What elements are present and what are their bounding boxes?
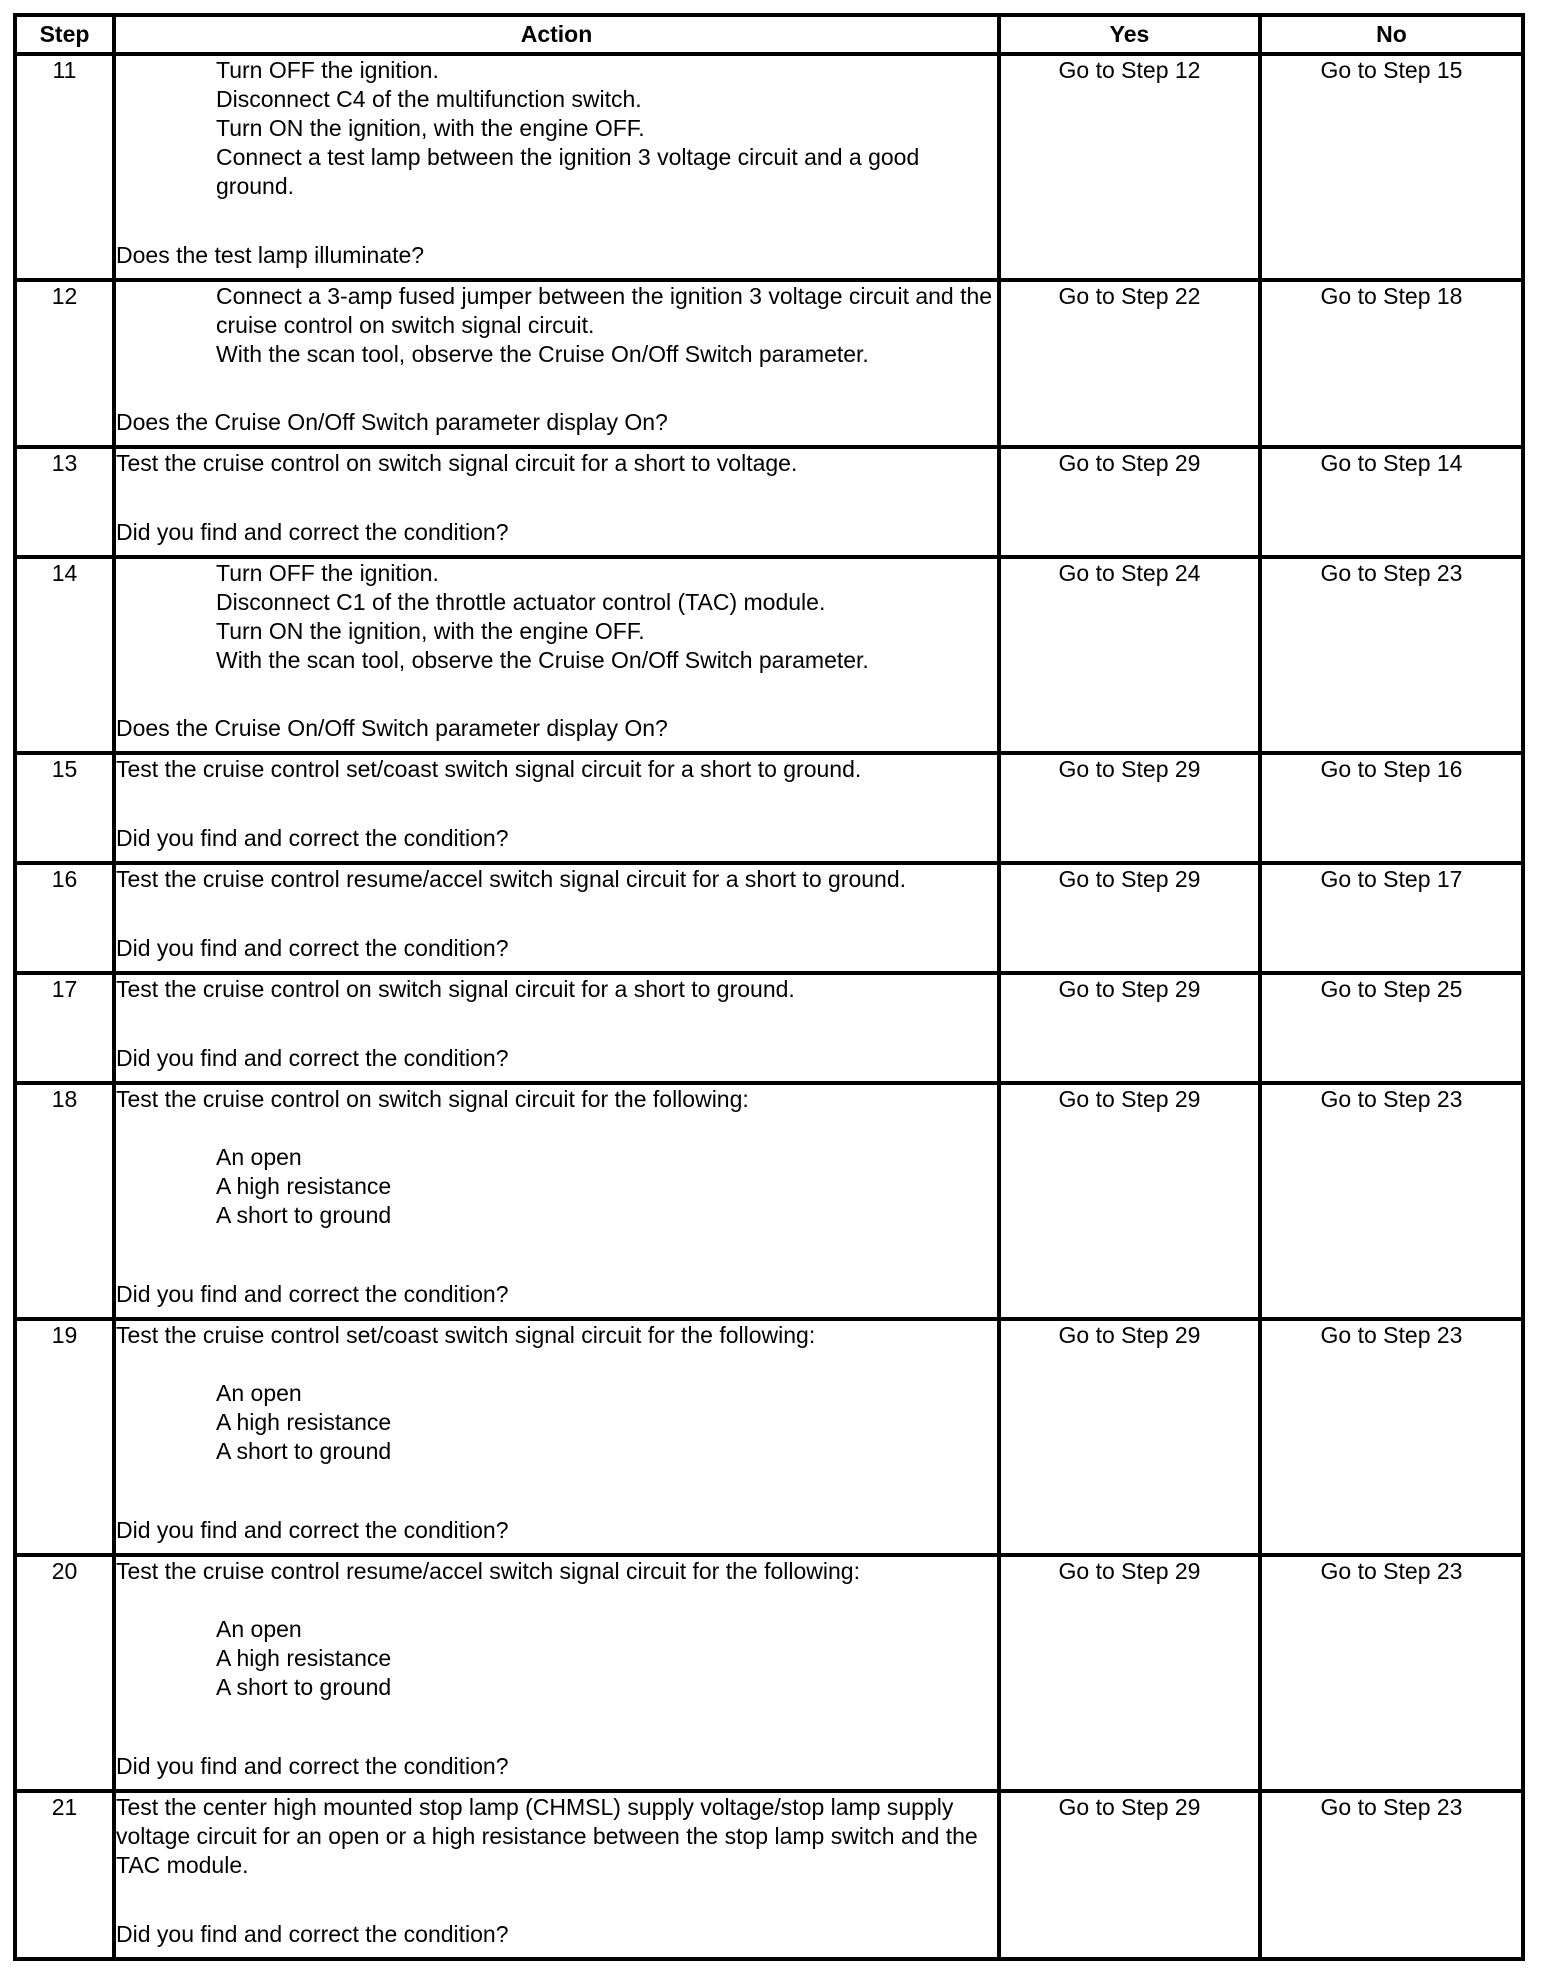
yes-result: Go to Step 22 xyxy=(999,280,1260,447)
action-content xyxy=(116,1793,997,1949)
action-intro: Test the cruise control on switch signal circuit for a short to ground. xyxy=(116,976,795,1002)
yes-result: Go to Step 29 xyxy=(999,1555,1260,1791)
step-number: 20 xyxy=(15,1555,114,1791)
action-question: Did you find and correct the condition? xyxy=(116,1517,509,1543)
no-result: Go to Step 25 xyxy=(1260,973,1523,1083)
action-cell xyxy=(114,557,999,753)
action-instructions xyxy=(116,559,997,675)
yes-result: Go to Step 12 xyxy=(999,54,1260,280)
step-number: 11 xyxy=(15,54,114,280)
action-instructions xyxy=(116,1321,997,1466)
table-row xyxy=(15,1319,1523,1555)
no-result: Go to Step 23 xyxy=(1260,557,1523,753)
action-list-item: An open xyxy=(216,1616,302,1642)
action-list-item: A short to ground xyxy=(216,1674,392,1700)
action-content xyxy=(116,975,997,1073)
action-cell xyxy=(114,1555,999,1791)
table-row xyxy=(15,753,1523,863)
action-intro: Test the center high mounted stop lamp (CHMSL) supply voltage/stop lamp supply voltage circuit for an open or a high resistance between the stop lamp switch and the TAC module. xyxy=(116,1794,978,1878)
action-instructions xyxy=(116,755,997,784)
no-result: Go to Step 14 xyxy=(1260,447,1523,557)
action-content xyxy=(116,282,997,437)
step-number: 16 xyxy=(15,863,114,973)
action-content xyxy=(116,865,997,963)
action-list-item: Connect a 3-amp fused jumper between the ignition 3 voltage circuit and the cruise control on switch signal circuit. xyxy=(216,283,993,338)
action-instructions xyxy=(116,56,997,201)
action-list-item: A high resistance xyxy=(216,1409,392,1435)
step-number: 18 xyxy=(15,1083,114,1319)
header-step: Step xyxy=(15,15,114,54)
step-number: 21 xyxy=(15,1791,114,1959)
table-row xyxy=(15,1555,1523,1791)
action-cell xyxy=(114,863,999,973)
no-result: Go to Step 23 xyxy=(1260,1319,1523,1555)
header-yes: Yes xyxy=(999,15,1260,54)
action-question: Did you find and correct the condition? xyxy=(116,1045,509,1071)
action-cell xyxy=(114,280,999,447)
no-result: Go to Step 16 xyxy=(1260,753,1523,863)
action-question: Does the Cruise On/Off Switch parameter display On? xyxy=(116,715,668,741)
action-intro: Test the cruise control set/coast switch signal circuit for the following: xyxy=(116,1322,816,1348)
table-row xyxy=(15,973,1523,1083)
table-row xyxy=(15,54,1523,280)
action-instructions xyxy=(116,975,997,1004)
step-number: 13 xyxy=(15,447,114,557)
diagnostic-table xyxy=(13,13,1525,1961)
yes-result: Go to Step 29 xyxy=(999,1319,1260,1555)
action-cell xyxy=(114,1791,999,1959)
action-list-item: With the scan tool, observe the Cruise On/Off Switch parameter. xyxy=(216,341,869,367)
action-content xyxy=(116,559,997,743)
table-row xyxy=(15,1791,1523,1959)
action-question: Did you find and correct the condition? xyxy=(116,1921,509,1947)
action-question: Does the Cruise On/Off Switch parameter display On? xyxy=(116,409,668,435)
action-instructions xyxy=(116,1085,997,1230)
action-cell xyxy=(114,1083,999,1319)
action-question: Did you find and correct the condition? xyxy=(116,519,509,545)
action-instructions xyxy=(116,449,997,478)
action-question: Does the test lamp illuminate? xyxy=(116,242,425,268)
yes-result: Go to Step 29 xyxy=(999,1083,1260,1319)
action-list-item: A short to ground xyxy=(216,1202,392,1228)
yes-result: Go to Step 29 xyxy=(999,1791,1260,1959)
action-question: Did you find and correct the condition? xyxy=(116,825,509,851)
yes-result: Go to Step 29 xyxy=(999,447,1260,557)
yes-result: Go to Step 29 xyxy=(999,973,1260,1083)
action-cell xyxy=(114,447,999,557)
action-instructions xyxy=(116,282,997,369)
action-list-item: Turn ON the ignition, with the engine OFF. xyxy=(216,618,645,644)
action-instructions xyxy=(116,865,997,894)
action-cell xyxy=(114,1319,999,1555)
action-question: Did you find and correct the condition? xyxy=(116,1753,509,1779)
no-result: Go to Step 23 xyxy=(1260,1555,1523,1791)
no-result: Go to Step 15 xyxy=(1260,54,1523,280)
table-header-row xyxy=(15,15,1523,54)
action-question: Did you find and correct the condition? xyxy=(116,1281,509,1307)
action-list-item: An open xyxy=(216,1144,302,1170)
table-row xyxy=(15,863,1523,973)
no-result: Go to Step 18 xyxy=(1260,280,1523,447)
action-cell xyxy=(114,54,999,280)
action-list-item: Turn OFF the ignition. xyxy=(216,560,439,586)
action-question: Did you find and correct the condition? xyxy=(116,935,509,961)
action-list-item: Turn OFF the ignition. xyxy=(216,57,439,83)
step-number: 12 xyxy=(15,280,114,447)
action-list-item: Disconnect C1 of the throttle actuator control (TAC) module. xyxy=(216,589,826,615)
action-list-item: Connect a test lamp between the ignition 3 voltage circuit and a good ground. xyxy=(216,144,920,199)
action-intro: Test the cruise control resume/accel switch signal circuit for a short to ground. xyxy=(116,866,907,892)
action-cell xyxy=(114,973,999,1083)
action-intro: Test the cruise control set/coast switch signal circuit for a short to ground. xyxy=(116,756,862,782)
action-content xyxy=(116,56,997,270)
action-instructions xyxy=(116,1793,997,1880)
action-content xyxy=(116,1557,997,1781)
header-no: No xyxy=(1260,15,1523,54)
spacer xyxy=(116,1586,997,1615)
yes-result: Go to Step 29 xyxy=(999,863,1260,973)
action-cell xyxy=(114,753,999,863)
step-number: 17 xyxy=(15,973,114,1083)
action-content xyxy=(116,1085,997,1309)
action-intro: Test the cruise control resume/accel switch signal circuit for the following: xyxy=(116,1558,860,1584)
action-list-item: An open xyxy=(216,1380,302,1406)
no-result: Go to Step 23 xyxy=(1260,1791,1523,1959)
spacer xyxy=(116,1350,997,1379)
spacer xyxy=(116,1114,997,1143)
action-content xyxy=(116,755,997,853)
action-instructions xyxy=(116,1557,997,1702)
table-row xyxy=(15,557,1523,753)
action-intro: Test the cruise control on switch signal circuit for the following: xyxy=(116,1086,749,1112)
step-number: 15 xyxy=(15,753,114,863)
table-row xyxy=(15,280,1523,447)
action-list-item: Disconnect C4 of the multifunction switch. xyxy=(216,86,642,112)
table-row xyxy=(15,447,1523,557)
no-result: Go to Step 17 xyxy=(1260,863,1523,973)
yes-result: Go to Step 24 xyxy=(999,557,1260,753)
action-list-item: A high resistance xyxy=(216,1173,392,1199)
no-result: Go to Step 23 xyxy=(1260,1083,1523,1319)
action-list-item: A high resistance xyxy=(216,1645,392,1671)
step-number: 14 xyxy=(15,557,114,753)
action-intro: Test the cruise control on switch signal circuit for a short to voltage. xyxy=(116,450,798,476)
table-row xyxy=(15,1083,1523,1319)
header-action: Action xyxy=(114,15,999,54)
action-list-item: With the scan tool, observe the Cruise On/Off Switch parameter. xyxy=(216,647,869,673)
yes-result: Go to Step 29 xyxy=(999,753,1260,863)
step-number: 19 xyxy=(15,1319,114,1555)
action-list-item: A short to ground xyxy=(216,1438,392,1464)
action-content xyxy=(116,449,997,547)
action-list-item: Turn ON the ignition, with the engine OFF. xyxy=(216,115,645,141)
action-content xyxy=(116,1321,997,1545)
